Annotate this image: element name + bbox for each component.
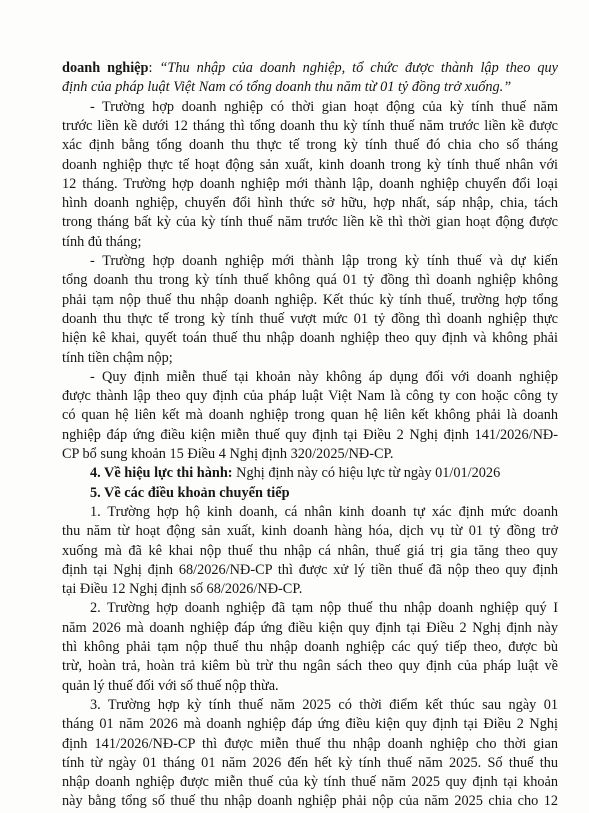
line-text: tại Điều 12 Nghị định số 68/2026/NĐ-CP. (62, 581, 303, 598)
line-text: thu năm từ hoạt động sản xuất, kinh doanh hàng hóa, dịch vụ từ 01 tỷ đồng trở (62, 523, 558, 540)
paragraph-line (62, 405, 558, 425)
line-text: định tại Nghị định 68/2026/NĐ-CP thì được xử lý tiền thuế đã nộp theo quy định (62, 561, 558, 578)
line-text: xuống mà đã kê khai nộp thuế thu nhập cá nhân, thuế giá trị gia tăng theo quy (62, 542, 558, 559)
item-1-line (62, 521, 558, 541)
quote-line (62, 77, 558, 97)
separator: : (148, 60, 160, 76)
item-3-line (90, 695, 558, 715)
line-text: được thành lập theo quy định của pháp luật Việt Nam là công ty con hoặc công ty (62, 388, 558, 405)
item-1-line (62, 541, 558, 561)
bold-lead-term: doanh nghiệp (62, 60, 149, 76)
paragraph-line (62, 174, 558, 194)
line-text: - Trường hợp doanh nghiệp có thời gian hoạt động của kỳ tính thuế năm (90, 98, 558, 115)
paragraph-line (62, 290, 558, 310)
line-text: quản lý thuế đối với số thuế nộp thừa. (62, 677, 279, 694)
line-text: tính từ ngày 01 tháng 01 năm 2026 đến hết kỳ tính thuế năm 2025. Số thuế thu (62, 754, 558, 771)
item-3-line (62, 791, 558, 811)
line-text: doanh nghiệp thực tế hoạt động sản xuất, kinh doanh trong kỳ tính thuế nhân với (62, 156, 558, 173)
item-1-line (90, 502, 558, 522)
paragraph-line (62, 348, 558, 368)
line-text: tính tiền chậm nộp; (62, 349, 173, 366)
line-text: xác định bằng tổng doanh thu thực tế trong kỳ tính thuế đó chia cho số tháng (62, 137, 558, 154)
line-text: trừ, hoàn trả, hoàn trả kiêm bù trừ thu ngân sách theo quy định của pháp luật về (62, 658, 558, 675)
item-3-line (62, 753, 558, 773)
paragraph-line (62, 309, 558, 329)
paragraph-line (90, 97, 558, 117)
item-3-line (62, 714, 558, 734)
line-text: tổng doanh thu trong kỳ tính thuế không quá 01 tỷ đồng thì doanh nghiệp không (62, 272, 558, 289)
line-text: tính đủ tháng; (62, 233, 142, 250)
paragraph-line (90, 251, 558, 271)
paragraph-line (62, 135, 558, 155)
paragraph-line (62, 232, 558, 252)
paragraph-line (62, 386, 558, 406)
item-2-line (62, 637, 558, 657)
bold-lead-term: 5. Về các điều khoản chuyển tiếp (90, 484, 290, 501)
paragraph-line (62, 425, 558, 445)
line-text: trong tháng bất kỳ của kỳ tính thuế năm trước liền kề thì thời gian hoạt động được (62, 214, 558, 231)
line-text: hiện kê khai, quyết toán thuế thu nhập doanh nghiệp theo quy định và không phải (62, 330, 558, 347)
line-text: 1. Trường hợp hộ kinh doanh, cá nhân kinh doanh tự xác định mức doanh (90, 503, 558, 520)
line-text: hình doanh nghiệp, chuyển đổi hình thức sở hữu, hợp nhất, sáp nhập, chia, tách (62, 195, 558, 212)
item-3-line (62, 734, 558, 754)
paragraph-line (90, 367, 558, 387)
section-4-heading (90, 463, 558, 483)
line-text: CP bổ sung khoản 15 Điều 4 Nghị định 320/2025/NĐ-CP. (62, 446, 394, 462)
item-1-line (62, 579, 558, 599)
quote-line (62, 58, 558, 78)
item-3-line (62, 772, 558, 792)
line-text: 12 tháng. Trường hợp doanh nghiệp mới thành lập, doanh nghiệp chuyển đổi loại (62, 175, 558, 192)
quoted-text: “Thu nhập của doanh nghiệp, tổ chức được thành lập theo quy (159, 60, 558, 76)
item-2-line (62, 618, 558, 638)
bold-lead-term: 4. Về hiệu lực thi hành: (90, 465, 233, 482)
line-text: có quan hệ liên kết mà doanh nghiệp trong quan hệ liên kết không phải là doanh (62, 407, 558, 424)
line-text: 2. Trường hợp doanh nghiệp đã tạm nộp thuế thu nhập doanh nghiệp quý I (90, 600, 558, 617)
paragraph-line (62, 328, 558, 348)
quoted-text: định của pháp luật Việt Nam có tổng doanh thu năm từ 01 tỷ đồng trở xuống.” (62, 79, 512, 96)
line-text: nghiệp đáp ứng điều kiện miễn thuế quy định tại Điều 2 Nghị định 141/2026/NĐ- (62, 426, 558, 443)
line-text: thì không phải tạm nộp thuế thu nhập doanh nghiệp các quý tiếp theo, được bù (62, 639, 558, 655)
line-text: tháng 01 năm 2026 mà doanh nghiệp đáp ứng điều kiện quy định tại Điều 2 Nghị (62, 716, 558, 733)
line-text: - Trường hợp doanh nghiệp mới thành lập trong kỳ tính thuế và dự kiến (90, 253, 558, 269)
paragraph-line (62, 444, 558, 464)
item-2-line (62, 656, 558, 676)
line-text: này bằng tổng số thuế thu nhập doanh nghiệp phải nộp của năm 2025 chia cho 12 (62, 793, 558, 810)
line-text: - Quy định miễn thuế tại khoản này không áp dụng đối với doanh nghiệp (90, 368, 558, 385)
line-text: phải tạm nộp thuế thu nhập doanh nghiệp. Kết thúc kỳ tính thuế, trường hợp tổng (62, 291, 558, 308)
line-text: 3. Trường hợp kỳ tính thuế năm 2025 có thời điểm kết thúc sau ngày 01 (90, 696, 558, 713)
paragraph-line (62, 212, 558, 232)
line-text: năm 2026 mà doanh nghiệp đáp ứng điều kiện quy định tại Điều 2 Nghị định này (62, 619, 558, 636)
line-text: trước liền kề dưới 12 tháng thì tổng doanh thu kỳ tính thuế năm trước liền kề được (62, 117, 558, 134)
item-1-line (62, 560, 558, 580)
paragraph-line (62, 270, 558, 290)
section-5-heading (90, 483, 558, 503)
line-text: Nghị định này có hiệu lực từ ngày 01/01/2026 (232, 465, 501, 482)
item-2-line (62, 676, 558, 696)
item-2-line (90, 598, 558, 618)
line-text: doanh thu thực tế trong kỳ tính thuế vượt mức 01 tỷ đồng thì doanh nghiệp thực (62, 310, 558, 327)
paragraph-line (62, 193, 558, 213)
paragraph-line (62, 116, 558, 136)
paragraph-line (62, 155, 558, 175)
line-text: nhập doanh nghiệp được miễn thuế của kỳ tính thuế năm 2025 quy định tại khoản (62, 774, 558, 791)
line-text: định 141/2026/NĐ-CP thì được miễn thuế thu nhập doanh nghiệp cho thời gian (62, 735, 558, 752)
